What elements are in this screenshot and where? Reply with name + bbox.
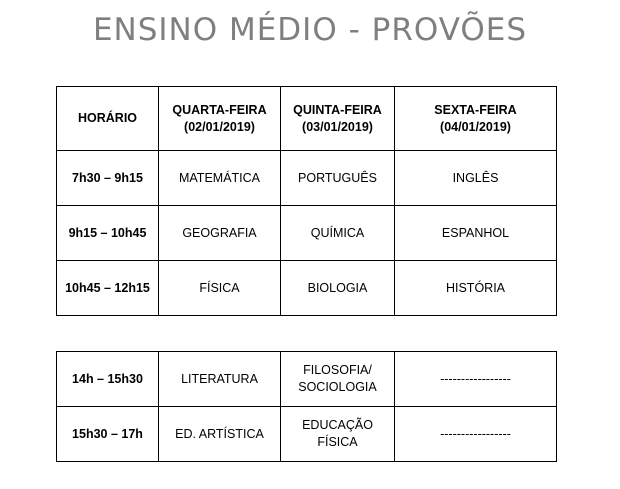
subject-cell: FÍSICA [159, 261, 281, 316]
table-row [57, 151, 557, 206]
header-cell-day2 [281, 87, 395, 151]
header-day3-name: SEXTA-FEIRA [434, 102, 517, 117]
empty-slot-cell: ----------------- [395, 352, 557, 407]
subject-cell [281, 407, 395, 462]
subject-cell: ED. ARTÍSTICA [159, 407, 281, 462]
morning-schedule-table [56, 86, 557, 316]
table-row [57, 407, 557, 462]
header-cell-time [57, 87, 159, 151]
table-row [57, 206, 557, 261]
time-cell: 7h30 – 9h15 [57, 151, 159, 206]
subject-cell [281, 352, 395, 407]
subject-cell: HISTÓRIA [395, 261, 557, 316]
time-cell: 15h30 – 17h [57, 407, 159, 462]
empty-slot-cell: ----------------- [395, 407, 557, 462]
subject-cell: INGLÊS [395, 151, 557, 206]
subject-cell: ESPANHOL [395, 206, 557, 261]
header-cell-day1 [159, 87, 281, 151]
subject-cell: PORTUGUÊS [281, 151, 395, 206]
subject-cell: BIOLOGIA [281, 261, 395, 316]
header-time-label: HORÁRIO [77, 111, 138, 125]
header-day2-name: QUINTA-FEIRA [293, 102, 382, 117]
table-row [57, 261, 557, 316]
table-row [57, 352, 557, 407]
header-day2-date: (03/01/2019) [302, 119, 373, 134]
subject-line: FÍSICA [317, 435, 358, 449]
header-day1-name: QUARTA-FEIRA [172, 102, 267, 117]
table-header-row [57, 87, 557, 151]
subject-cell: GEOGRAFIA [159, 206, 281, 261]
page-title: ENSINO MÉDIO - PROVÕES [92, 12, 528, 48]
subject-line: SOCIOLOGIA [298, 380, 377, 394]
header-day1-date: (02/01/2019) [184, 119, 255, 134]
time-cell: 14h – 15h30 [57, 352, 159, 407]
time-cell: 9h15 – 10h45 [57, 206, 159, 261]
header-cell-day3 [395, 87, 557, 151]
time-cell: 10h45 – 12h15 [57, 261, 159, 316]
header-day3-date: (04/01/2019) [440, 119, 511, 134]
subject-line: EDUCAÇÃO [302, 418, 373, 432]
subject-cell: QUÍMICA [281, 206, 395, 261]
subject-cell: MATEMÁTICA [159, 151, 281, 206]
subject-line: FILOSOFIA/ [303, 363, 372, 377]
subject-cell: LITERATURA [159, 352, 281, 407]
afternoon-schedule-table [56, 351, 557, 462]
